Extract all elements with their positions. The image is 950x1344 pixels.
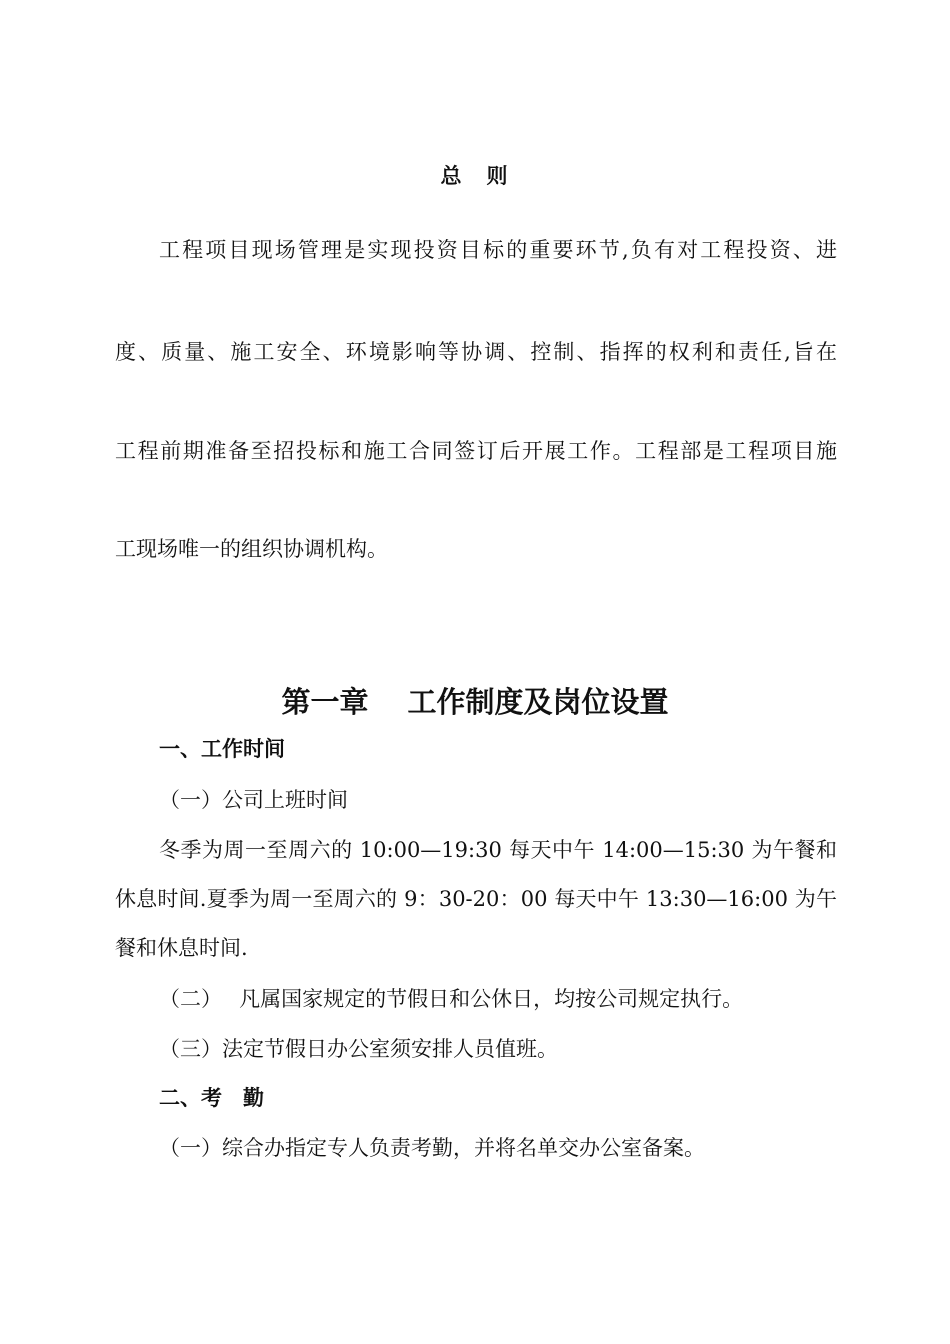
- section-1-item-2: （二） 凡属国家规定的节假日和公休日，均按公司规定执行。: [159, 987, 744, 1011]
- general-rules-title: 总 则: [440, 164, 510, 188]
- section-2-item-1: （一）综合办指定专人负责考勤，并将名单交办公室备案。: [159, 1136, 705, 1160]
- section-1-item-1-line-2: 休息时间.夏季为周一至周六的 9：30-20：00 每天中午 13:30—16:00 为午: [115, 887, 837, 911]
- chapter-1-title: 第一章 工作制度及岗位设置: [281, 685, 669, 719]
- general-rules-line-3: 工程前期准备至招投标和施工合同签订后开展工作。工程部是工程项目施: [115, 439, 837, 463]
- section-2-heading: 二、考 勤: [159, 1086, 264, 1110]
- section-1-heading: 一、工作时间: [159, 737, 285, 761]
- general-rules-line-2: 度、质量、施工安全、环境影响等协调、控制、指挥的权利和责任,旨在: [115, 340, 837, 364]
- section-1-item-1-heading: （一）公司上班时间: [159, 788, 348, 812]
- general-rules-line-4: 工现场唯一的组织协调机构。: [115, 537, 388, 561]
- general-rules-line-1: 工程项目现场管理是实现投资目标的重要环节,负有对工程投资、进: [159, 238, 837, 262]
- section-1-item-1-line-3: 餐和休息时间.: [115, 936, 248, 960]
- section-1-item-1-line-1: 冬季为周一至周六的 10:00—19:30 每天中午 14:00—15:30 为午餐和: [159, 838, 837, 862]
- section-1-item-3: （三）法定节假日办公室须安排人员值班。: [159, 1037, 558, 1061]
